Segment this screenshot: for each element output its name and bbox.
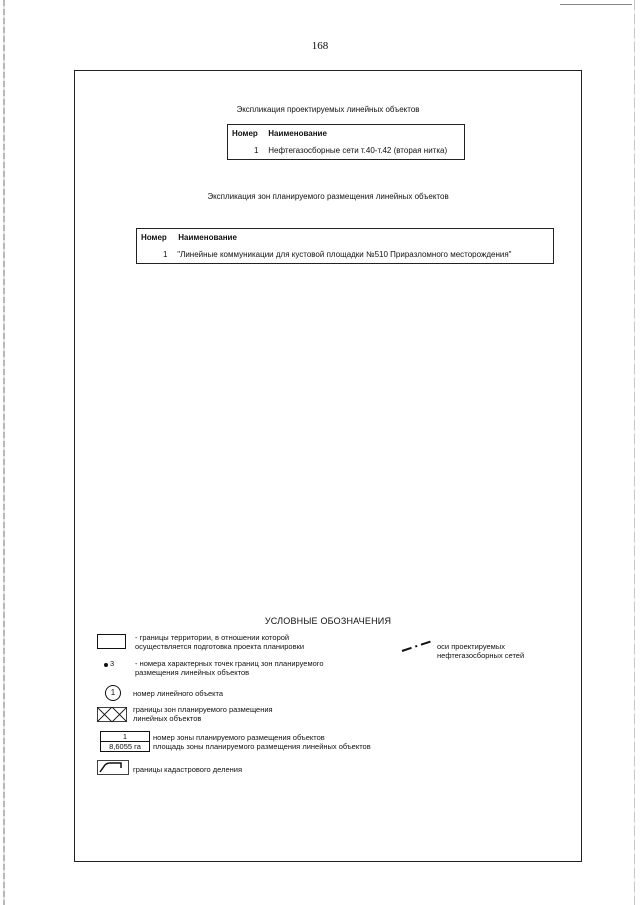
point-marker-label: 3 xyxy=(110,659,115,668)
table1-row1-number: 1 xyxy=(254,146,259,155)
table2 xyxy=(136,228,554,264)
points-text-1: - номера характерных точек границ зон планируемого xyxy=(135,659,324,668)
table2-header-number: Номер xyxy=(141,233,167,242)
table2-header-row xyxy=(141,233,237,242)
object-number-text: номер линейного объекта xyxy=(133,689,224,698)
zone-number-value: 1 xyxy=(122,732,128,741)
territory-boundary-text-1: - границы территории, в отношении которой xyxy=(135,633,290,642)
scan-edge-left xyxy=(3,0,5,905)
table2-header-name: Наименование xyxy=(178,233,237,242)
zone-area-value: 8,6055 га xyxy=(101,741,149,751)
scan-edge-top xyxy=(560,4,632,5)
territory-boundary-text-2: осуществляется подготовка проекта планировки xyxy=(135,642,305,651)
table2-caption: Экспликация зон планируемого размещения линейных объектов xyxy=(207,192,449,201)
zone-boundary-hatch-symbol xyxy=(97,707,127,722)
table2-row1-name: "Линейные коммуникации для кустовой площадки №510 Приразломного месторождения" xyxy=(177,250,512,259)
table-row xyxy=(163,250,512,259)
legend-title: УСЛОВНЫЕ ОБОЗНАЧЕНИЯ xyxy=(264,616,392,626)
zone-boundary-text-1: границы зон планируемого размещения xyxy=(133,705,273,714)
table-row xyxy=(254,146,447,155)
table1-header-row xyxy=(232,129,327,138)
zone-number-text: номер зоны планируемого размещения объектов xyxy=(153,733,325,742)
table1 xyxy=(227,124,465,160)
table1-row1-name: Нефтегазосборные сети т.40-т.42 (вторая нитка) xyxy=(268,146,448,155)
page-number: 168 xyxy=(311,40,329,52)
table1-header-name: Наименование xyxy=(268,129,327,138)
points-text-2: размещения линейных объектов xyxy=(135,668,250,677)
zone-number-area-box xyxy=(100,731,150,752)
pipeline-axis-text-2: нефтегазосборных сетей xyxy=(437,651,525,660)
object-number-circle: 1 xyxy=(105,685,121,701)
pipeline-axis-text-1: оси проектируемых xyxy=(437,642,505,651)
table1-header-number: Номер xyxy=(232,129,258,138)
zone-boundary-text-2: линейных объектов xyxy=(133,714,202,723)
pipeline-axis-symbol xyxy=(400,638,434,654)
table1-caption: Экспликация проектируемых линейных объектов xyxy=(236,105,420,114)
cadastral-boundary-text: границы кадастрового деления xyxy=(133,765,243,774)
drawing-frame xyxy=(74,70,582,862)
zone-area-text: площадь зоны планируемого размещения линейных объектов xyxy=(153,742,371,751)
scan-edge-right xyxy=(634,0,635,905)
table2-row1-number: 1 xyxy=(163,250,168,259)
territory-boundary-symbol xyxy=(97,634,126,649)
cadastral-boundary-symbol xyxy=(97,760,129,775)
point-marker-icon xyxy=(104,663,108,667)
